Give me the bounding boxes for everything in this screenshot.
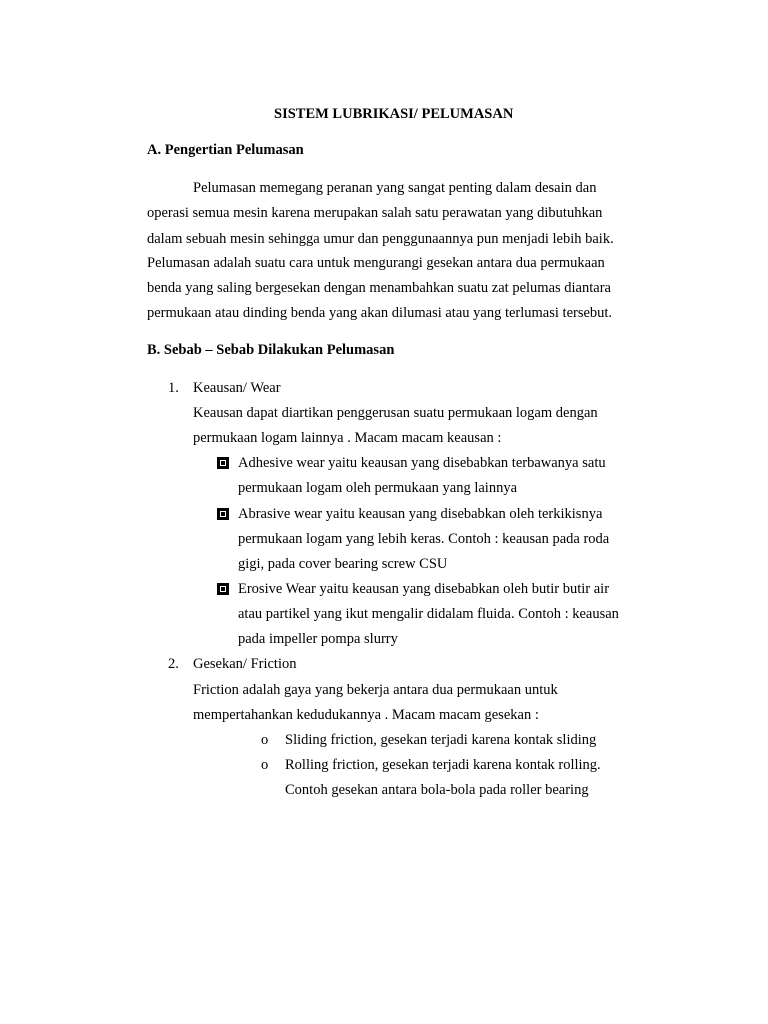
list-item-desc-line: permukaan logam lainnya . Macam macam keausan : (193, 430, 502, 446)
bullet-line: pada impeller pompa slurry (238, 631, 398, 647)
list-item-title: Gesekan/ Friction (193, 656, 297, 672)
paragraph-line: operasi semua mesin karena merupakan salah satu perawatan yang dibutuhkan (147, 205, 603, 221)
paragraph-line: benda yang saling bergesekan dengan menambahkan suatu zat pelumas diantara (147, 280, 611, 296)
bullet-line: atau partikel yang ikut mengalir didalam fluida. Contoh : keausan (238, 606, 619, 622)
square-bullet-icon (217, 508, 229, 520)
paragraph-line: Pelumasan memegang peranan yang sangat penting dalam desain dan (193, 180, 597, 196)
list-item-desc-line: Friction adalah gaya yang bekerja antara dua permukaan untuk (193, 682, 558, 698)
list-number: 2. (168, 656, 179, 672)
bullet-line: Erosive Wear yaitu keausan yang disebabkan oleh butir butir air (238, 581, 610, 597)
paragraph-line: dalam sebuah mesin sehingga umur dan penggunaannya pun menjadi lebih baik. (147, 231, 614, 247)
list-number: 1. (168, 380, 179, 396)
circle-bullet-icon: o (261, 732, 269, 748)
bullet-line: Adhesive wear yaitu keausan yang disebabkan terbawanya satu (238, 455, 606, 471)
paragraph-line: Pelumasan adalah suatu cara untuk mengurangi gesekan antara dua permukaan (147, 255, 605, 271)
bullet-line: permukaan logam yang lebih keras. Contoh : keausan pada roda (238, 531, 610, 547)
list-item-desc-line: Keausan dapat diartikan penggerusan suatu permukaan logam dengan (193, 405, 598, 421)
circle-bullet-icon: o (261, 757, 269, 773)
bullet-line: Abrasive wear yaitu keausan yang disebabkan oleh terkikisnya (238, 506, 603, 522)
list-item-title: Keausan/ Wear (193, 380, 281, 396)
section-a-heading: A. Pengertian Pelumasan (147, 142, 304, 158)
bullet-line: Rolling friction, gesekan terjadi karena kontak rolling. (285, 757, 601, 773)
bullet-line: Sliding friction, gesekan terjadi karena kontak sliding (285, 732, 597, 748)
paragraph-line: permukaan atau dinding benda yang akan dilumasi atau yang terlumasi tersebut. (147, 305, 613, 321)
document-title: SISTEM LUBRIKASI/ PELUMASAN (274, 106, 514, 122)
square-bullet-icon (217, 457, 229, 469)
bullet-line: permukaan logam oleh permukaan yang lainnya (238, 480, 518, 496)
list-item-desc-line: mempertahankan kedudukannya . Macam macam gesekan : (193, 707, 539, 723)
section-b-heading: B. Sebab – Sebab Dilakukan Pelumasan (147, 342, 395, 358)
bullet-line: gigi, pada cover bearing screw CSU (238, 556, 448, 572)
square-bullet-icon (217, 583, 229, 595)
bullet-line: Contoh gesekan antara bola-bola pada roller bearing (285, 782, 589, 798)
